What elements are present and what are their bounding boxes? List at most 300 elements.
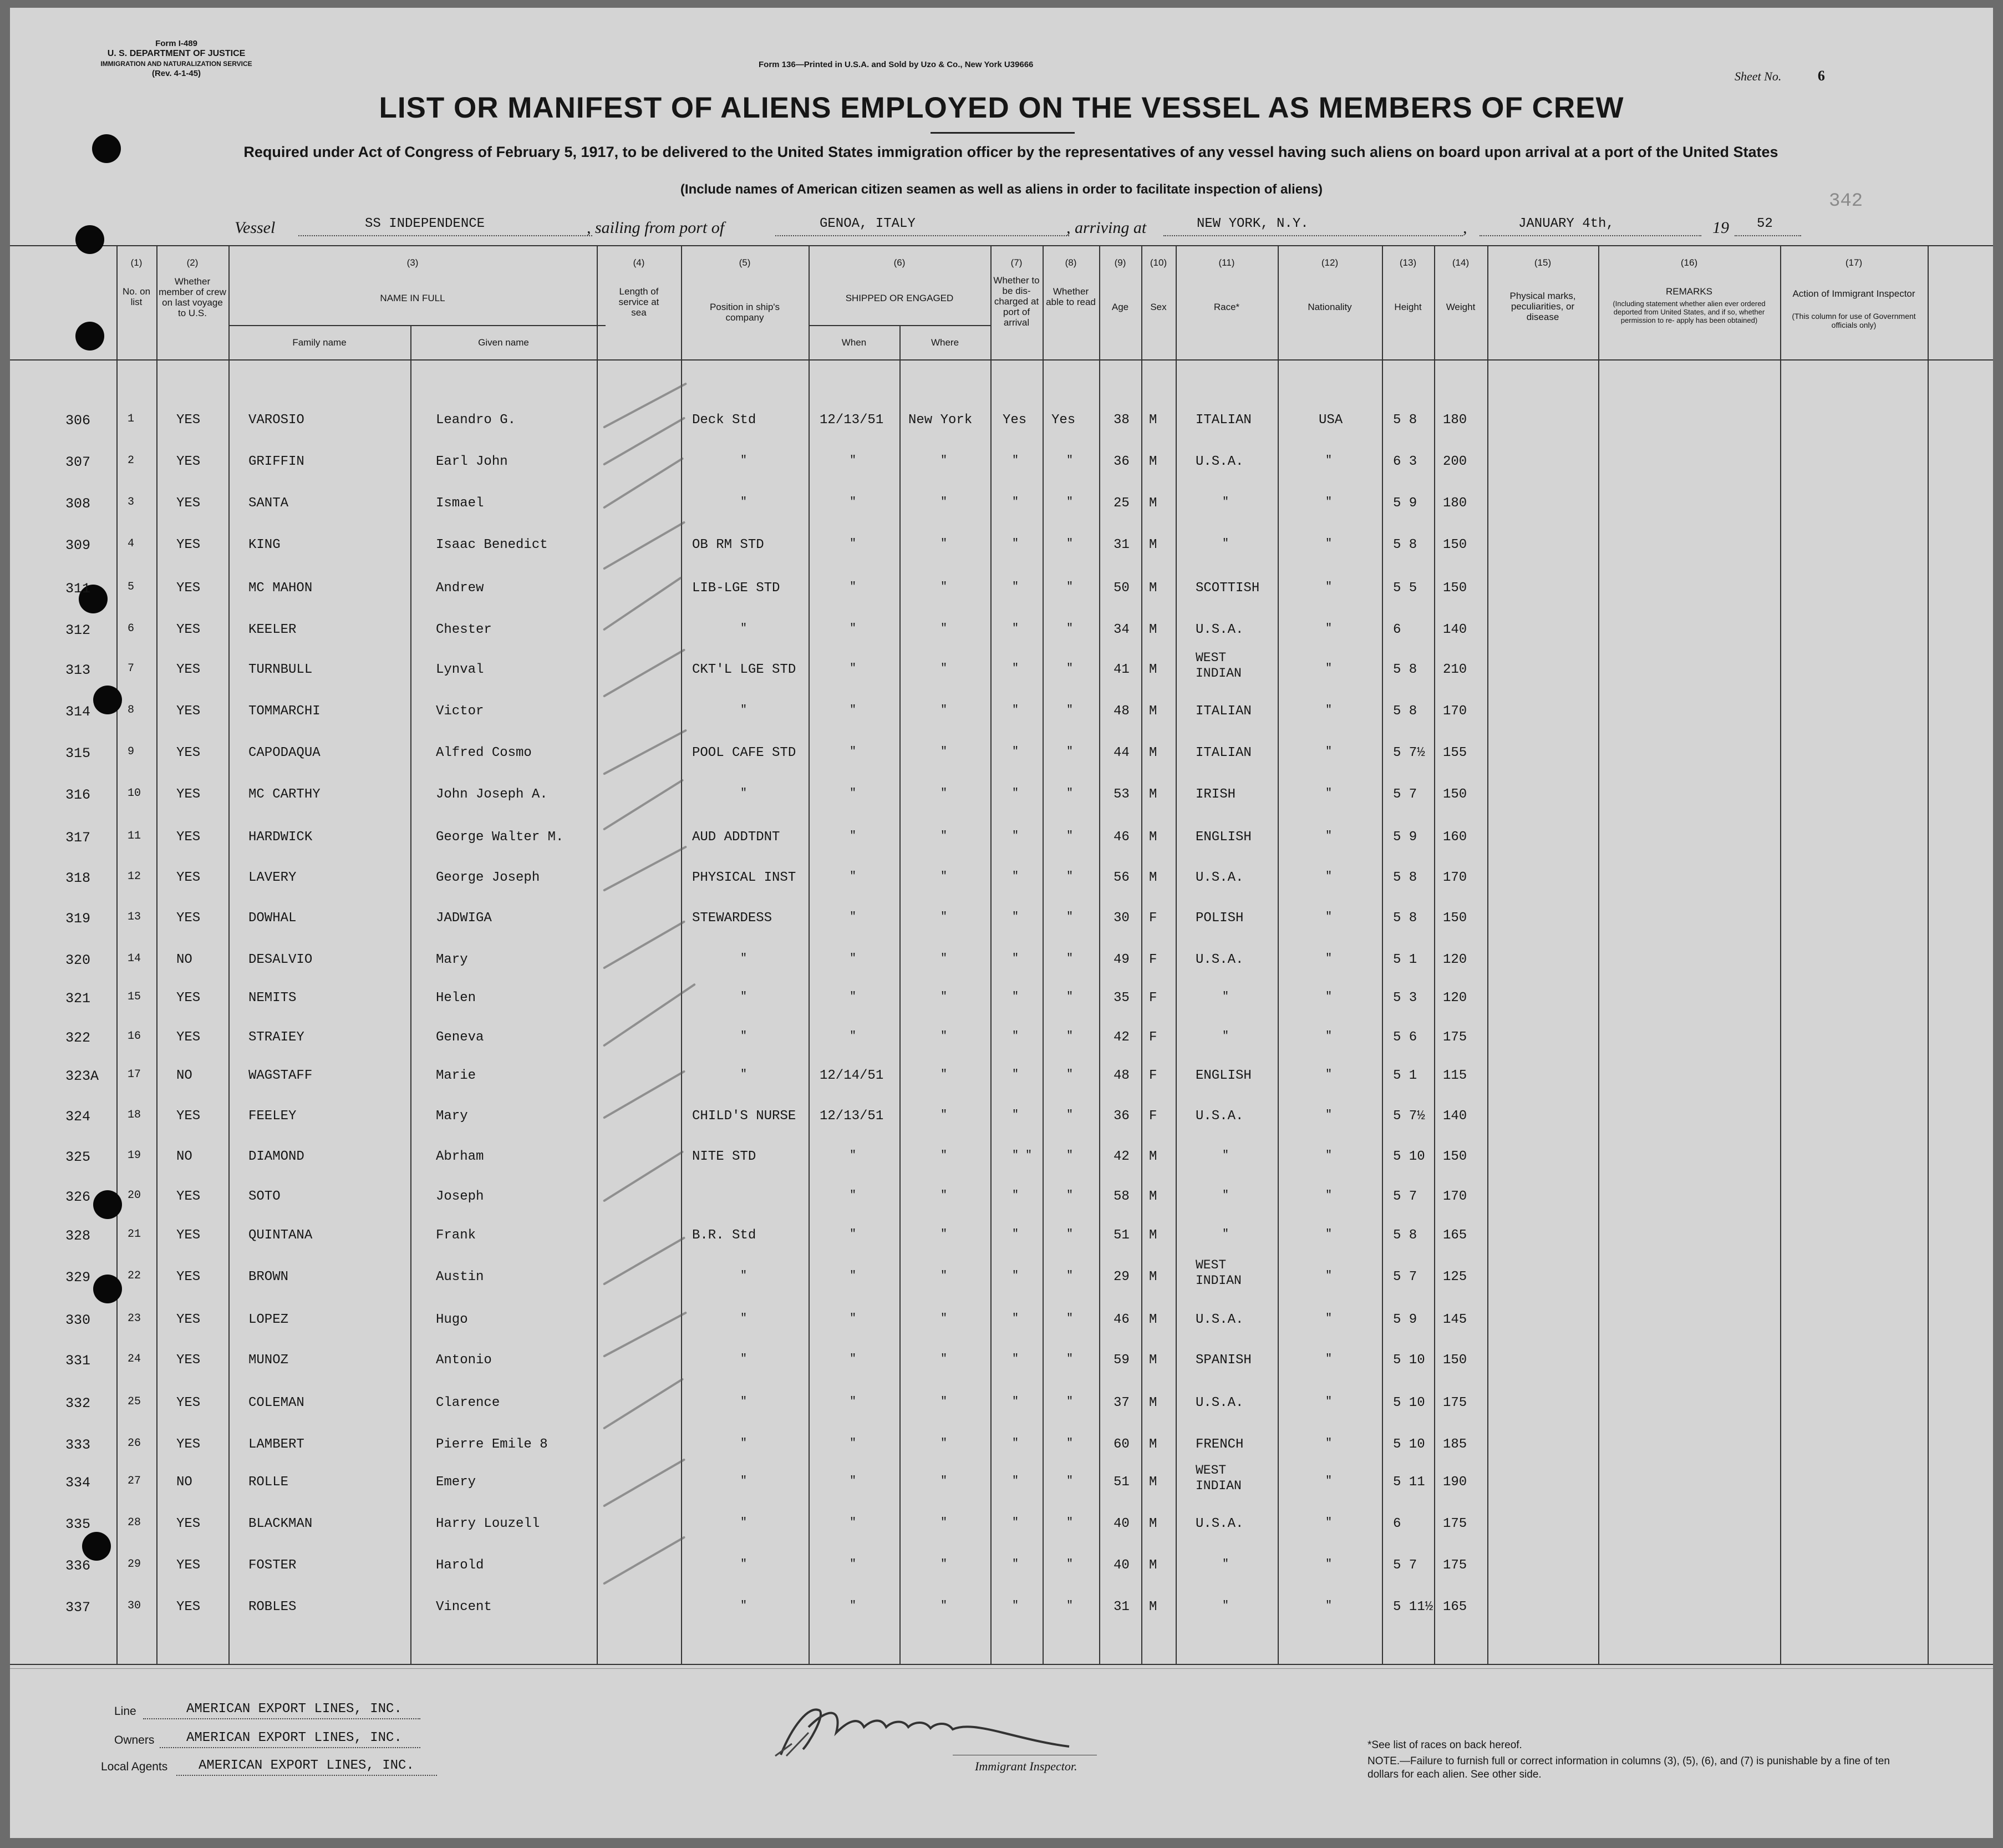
shipped-when: " <box>850 581 857 593</box>
nationality: " <box>1325 1395 1333 1408</box>
sex: M <box>1149 704 1157 719</box>
weight: 160 <box>1443 830 1467 845</box>
height: 6 3 <box>1393 454 1417 469</box>
line-number: 332 <box>65 1395 91 1412</box>
header-race: Race* <box>1213 302 1240 312</box>
weight: 150 <box>1443 787 1467 802</box>
age: 60 <box>1114 1437 1130 1452</box>
sex: M <box>1149 413 1157 428</box>
table-row <box>10 1109 1993 1142</box>
given-name: Pierre Emile 8 <box>436 1437 548 1452</box>
family-name: HARDWICK <box>248 830 313 845</box>
table-row <box>10 1189 1993 1222</box>
table-row <box>10 830 1993 863</box>
weight: 165 <box>1443 1228 1467 1243</box>
shipped-when: " <box>850 745 857 758</box>
shipped-when: " <box>850 952 857 965</box>
weight: 120 <box>1443 952 1467 967</box>
height: 5 10 <box>1393 1149 1425 1164</box>
able-to-read: " <box>1066 1030 1074 1043</box>
line-number: 324 <box>65 1109 91 1125</box>
weight: 175 <box>1443 1395 1467 1410</box>
race: " <box>1222 1030 1229 1043</box>
weight: 180 <box>1443 413 1467 428</box>
sex: M <box>1149 454 1157 469</box>
nationality: " <box>1325 1109 1333 1121</box>
name-subheader-rule <box>228 325 606 326</box>
crew-member-status: YES <box>176 662 201 677</box>
position: " <box>740 1312 748 1325</box>
discharge-flag: " <box>1012 1475 1019 1487</box>
family-name: LAVERY <box>248 870 297 885</box>
sex: M <box>1149 537 1157 552</box>
family-name: SOTO <box>248 1189 281 1204</box>
nationality: " <box>1325 581 1333 593</box>
age: 31 <box>1114 1600 1130 1615</box>
header-length-service: Length of service at sea <box>618 286 659 318</box>
family-name: DIAMOND <box>248 1149 304 1164</box>
nationality: " <box>1325 787 1333 800</box>
position: " <box>740 787 748 800</box>
weight: 140 <box>1443 1109 1467 1124</box>
entry-number: 29 <box>128 1558 141 1571</box>
shipped-when: " <box>850 537 857 550</box>
shipped-where: " <box>941 745 948 758</box>
given-name: Andrew <box>436 581 484 596</box>
sheet-label: Sheet No. <box>1735 69 1782 83</box>
col-number: (8) <box>1065 257 1077 268</box>
header-able-read: Whether able to read <box>1046 286 1096 307</box>
form-revision: (Rev. 4-1-45) <box>151 69 201 78</box>
shipped-when: " <box>850 454 857 467</box>
line-number: 308 <box>65 496 91 512</box>
position: CKT'L LGE STD <box>692 662 796 677</box>
able-to-read: " <box>1066 581 1074 593</box>
table-row <box>10 952 1993 986</box>
race: U.S.A. <box>1196 622 1244 637</box>
position: B.R. Std <box>692 1228 756 1243</box>
given-name: Antonio <box>436 1353 492 1368</box>
shipped-where: " <box>941 1312 948 1325</box>
entry-number: 15 <box>128 991 141 1003</box>
table-row <box>10 1258 1993 1303</box>
height: 5 7 <box>1393 1558 1417 1573</box>
table-row <box>10 581 1993 614</box>
position: " <box>740 1516 748 1529</box>
entry-number: 2 <box>128 454 135 467</box>
able-to-read: " <box>1066 1149 1074 1162</box>
family-name: DOWHAL <box>248 911 297 926</box>
shipped-where: " <box>941 622 948 635</box>
position: Deck Std <box>692 413 756 428</box>
discharge-flag: " <box>1012 454 1019 467</box>
race: " <box>1222 496 1229 509</box>
race: " <box>1222 1228 1229 1241</box>
discharge-flag: " <box>1012 952 1019 965</box>
age: 58 <box>1114 1189 1130 1204</box>
height: 5 5 <box>1393 581 1417 596</box>
crew-member-status: YES <box>176 1312 201 1327</box>
table-row <box>10 911 1993 944</box>
table-row <box>10 787 1993 820</box>
able-to-read: " <box>1066 1312 1074 1325</box>
col-number: (7) <box>1010 257 1023 268</box>
weight: 190 <box>1443 1475 1467 1490</box>
discharge-flag: " <box>1012 704 1019 717</box>
weight: 145 <box>1443 1312 1467 1327</box>
family-name: TURNBULL <box>248 662 313 677</box>
position: OB RM STD <box>692 537 764 552</box>
position: " <box>740 496 748 509</box>
able-to-read: " <box>1066 1270 1074 1282</box>
height: 5 10 <box>1393 1395 1425 1410</box>
crew-member-status: YES <box>176 1437 201 1452</box>
shipped-where: " <box>941 1558 948 1571</box>
crew-member-status: YES <box>176 991 201 1006</box>
footer-agents-label: Local Agents <box>101 1760 168 1773</box>
given-name: Lynval <box>436 662 484 677</box>
table-row <box>10 1030 1993 1063</box>
family-name: MUNOZ <box>248 1353 289 1368</box>
date-value: JANUARY 4th, <box>1518 216 1614 231</box>
age: 25 <box>1114 496 1130 511</box>
table-row <box>10 1516 1993 1550</box>
sex: F <box>1149 911 1157 926</box>
able-to-read: " <box>1066 1516 1074 1529</box>
able-to-read: " <box>1066 1353 1074 1365</box>
header-shipped: SHIPPED OR ENGAGED <box>845 293 954 303</box>
crew-member-status: YES <box>176 787 201 802</box>
department-name: U. S. DEPARTMENT OF JUSTICE <box>107 49 246 58</box>
footer-owners-value: AMERICAN EXPORT LINES, INC. <box>186 1730 402 1745</box>
age: 49 <box>1114 952 1130 967</box>
entry-number: 21 <box>128 1228 141 1241</box>
given-name: Hugo <box>436 1312 468 1327</box>
header-nationality: Nationality <box>1308 302 1352 312</box>
line-number: 328 <box>65 1228 91 1244</box>
given-name: Abrham <box>436 1149 484 1164</box>
line-number: 312 <box>65 622 91 638</box>
given-name: Emery <box>436 1475 476 1490</box>
crew-member-status: YES <box>176 704 201 719</box>
discharge-flag: " <box>1012 1109 1019 1121</box>
table-row <box>10 1558 1993 1591</box>
position: AUD ADDTDNT <box>692 830 780 845</box>
race: WEST INDIAN <box>1196 1463 1242 1493</box>
weight: 150 <box>1443 911 1467 926</box>
family-name: DESALVIO <box>248 952 313 967</box>
shipped-where: " <box>941 454 948 467</box>
shipped-where: " <box>941 1030 948 1043</box>
footer-dots <box>160 1747 420 1748</box>
race: SCOTTISH <box>1196 581 1260 596</box>
subnote: (Include names of American citizen seamen as well as aliens in order to facilitate inspection of aliens) <box>680 182 1323 197</box>
footnote-penalty: NOTE.—Failure to furnish full or correct information in columns (3), (5), (6), and (7) is punishable by a fine of ten dollars for each alien. See other side. <box>1367 1755 1890 1780</box>
shipped-when: " <box>850 1149 857 1162</box>
age: 30 <box>1114 911 1130 926</box>
given-name: JADWIGA <box>436 911 492 926</box>
position: " <box>740 1600 748 1612</box>
nationality: " <box>1325 1353 1333 1365</box>
line-number: 336 <box>65 1558 91 1574</box>
race: SPANISH <box>1196 1353 1252 1368</box>
col-number: (5) <box>739 257 751 268</box>
year-value: 52 <box>1757 216 1773 231</box>
entry-number: 12 <box>128 870 141 883</box>
sex: M <box>1149 1270 1157 1285</box>
age: 51 <box>1114 1228 1130 1243</box>
shipped-when: " <box>850 1600 857 1612</box>
table-row <box>10 622 1993 656</box>
nationality: " <box>1325 1149 1333 1162</box>
family-name: ROLLE <box>248 1475 289 1490</box>
nationality: " <box>1325 1475 1333 1487</box>
height: 5 7½ <box>1393 1109 1425 1124</box>
sex: M <box>1149 1437 1157 1452</box>
sex: M <box>1149 1312 1157 1327</box>
discharge-flag: " <box>1012 991 1019 1003</box>
sex: F <box>1149 1109 1157 1124</box>
shipped-when: " <box>850 870 857 883</box>
crew-member-status: YES <box>176 1189 201 1204</box>
table-row <box>10 1600 1993 1633</box>
position: " <box>740 1475 748 1487</box>
position: NITE STD <box>692 1149 756 1164</box>
shipped-when: " <box>850 1558 857 1571</box>
header-weight: Weight <box>1446 302 1476 312</box>
age: 36 <box>1114 454 1130 469</box>
height: 5 7 <box>1393 1270 1417 1285</box>
family-name: STRAIEY <box>248 1030 304 1045</box>
position: CHILD'S NURSE <box>692 1109 796 1124</box>
shipped-when: " <box>850 1189 857 1202</box>
sex: M <box>1149 1149 1157 1164</box>
header-when: When <box>841 337 867 348</box>
binder-hole <box>75 225 104 254</box>
line-number: 337 <box>65 1600 91 1616</box>
age: 36 <box>1114 1109 1130 1124</box>
position: " <box>740 1068 748 1081</box>
table-row <box>10 1437 1993 1470</box>
weight: 120 <box>1443 991 1467 1006</box>
crew-member-status: YES <box>176 1109 201 1124</box>
line-number: 315 <box>65 745 91 761</box>
height: 5 11½ <box>1393 1600 1433 1615</box>
height: 5 8 <box>1393 704 1417 719</box>
race: ENGLISH <box>1196 1068 1252 1083</box>
discharge-flag: " <box>1012 1558 1019 1571</box>
position: PHYSICAL INST <box>692 870 796 885</box>
race: WEST INDIAN <box>1196 651 1242 681</box>
printer-line: Form 136—Printed in U.S.A. and Sold by Uzo & Co., New York U39666 <box>759 60 1034 69</box>
header-member: Whether member of crew on last voyage to U.S. <box>159 276 226 318</box>
shipped-when: " <box>850 1030 857 1043</box>
given-name: Clarence <box>436 1395 500 1410</box>
race: ITALIAN <box>1196 413 1252 428</box>
line-number: 318 <box>65 870 91 886</box>
discharge-flag: " <box>1012 870 1019 883</box>
line-number: 329 <box>65 1270 91 1286</box>
entry-number: 11 <box>128 830 141 842</box>
table-row <box>10 651 1993 695</box>
table-row <box>10 537 1993 571</box>
line-number: 323A <box>65 1068 99 1084</box>
weight: 140 <box>1443 622 1467 637</box>
weight: 175 <box>1443 1030 1467 1045</box>
crew-member-status: NO <box>176 1149 192 1164</box>
family-name: MC MAHON <box>248 581 313 596</box>
height: 5 7 <box>1393 787 1417 802</box>
family-name: KING <box>248 537 281 552</box>
weight: 170 <box>1443 1189 1467 1204</box>
entry-number: 4 <box>128 537 135 550</box>
family-name: LOPEZ <box>248 1312 289 1327</box>
table-row <box>10 1353 1993 1386</box>
height: 5 3 <box>1393 991 1417 1006</box>
weight: 155 <box>1443 745 1467 760</box>
age: 42 <box>1114 1149 1130 1164</box>
able-to-read: " <box>1066 952 1074 965</box>
age: 42 <box>1114 1030 1130 1045</box>
able-to-read: " <box>1066 537 1074 550</box>
nationality: " <box>1325 1228 1333 1241</box>
crew-member-status: YES <box>176 1030 201 1045</box>
weight: 150 <box>1443 537 1467 552</box>
able-to-read: " <box>1066 830 1074 842</box>
able-to-read: " <box>1066 1395 1074 1408</box>
family-name: MC CARTHY <box>248 787 321 802</box>
age: 59 <box>1114 1353 1130 1368</box>
nationality: " <box>1325 662 1333 675</box>
given-name: George Walter M. <box>436 830 564 845</box>
able-to-read: " <box>1066 1475 1074 1487</box>
able-to-read: Yes <box>1051 413 1076 428</box>
discharge-flag: " <box>1012 1270 1019 1282</box>
able-to-read: " <box>1066 911 1074 923</box>
nationality: " <box>1325 537 1333 550</box>
entry-number: 17 <box>128 1068 141 1081</box>
race: " <box>1222 991 1229 1003</box>
height: 5 10 <box>1393 1353 1425 1368</box>
shipped-where: " <box>941 1228 948 1241</box>
footer-rule <box>10 1668 1993 1669</box>
crew-member-status: YES <box>176 1395 201 1410</box>
shipped-when: " <box>850 830 857 842</box>
header-position: Position in ship's company <box>709 302 780 323</box>
line-number: 333 <box>65 1437 91 1453</box>
header-action: Action of Immigrant Inspector <box>1792 288 1915 299</box>
position: " <box>740 1353 748 1365</box>
crew-member-status: YES <box>176 454 201 469</box>
family-name: BROWN <box>248 1270 289 1285</box>
line-number: 307 <box>65 454 91 470</box>
sex: M <box>1149 1353 1157 1368</box>
arrival-value: NEW YORK, N.Y. <box>1197 216 1309 231</box>
race: U.S.A. <box>1196 1312 1244 1327</box>
line-number: 319 <box>65 911 91 927</box>
sex: M <box>1149 1516 1157 1531</box>
service-name: IMMIGRATION AND NATURALIZATION SERVICE <box>100 60 252 68</box>
race: FRENCH <box>1196 1437 1244 1452</box>
header-name-in-full: NAME IN FULL <box>380 293 445 303</box>
age: 56 <box>1114 870 1130 885</box>
age: 37 <box>1114 1395 1130 1410</box>
nationality: " <box>1325 952 1333 965</box>
discharge-flag: " <box>1012 1516 1019 1529</box>
position: " <box>740 1395 748 1408</box>
able-to-read: " <box>1066 662 1074 675</box>
shipped-where: " <box>941 1516 948 1529</box>
age: 38 <box>1114 413 1130 428</box>
shipped-when: " <box>850 622 857 635</box>
given-name: Vincent <box>436 1600 492 1615</box>
shipped-where: " <box>941 830 948 842</box>
entry-number: 5 <box>128 581 135 593</box>
entry-number: 8 <box>128 704 135 717</box>
height: 5 8 <box>1393 537 1417 552</box>
able-to-read: " <box>1066 1437 1074 1450</box>
entry-number: 16 <box>128 1030 141 1043</box>
sex: M <box>1149 870 1157 885</box>
weight: 180 <box>1443 496 1467 511</box>
entry-number: 3 <box>128 496 135 509</box>
sex: M <box>1149 1558 1157 1573</box>
discharge-flag: " <box>1012 1353 1019 1365</box>
shipped-where: " <box>941 704 948 717</box>
crew-member-status: YES <box>176 830 201 845</box>
able-to-read: " <box>1066 454 1074 467</box>
line-number: 321 <box>65 991 91 1007</box>
col-number: (2) <box>186 257 199 268</box>
weight: 150 <box>1443 1353 1467 1368</box>
race: ENGLISH <box>1196 830 1252 845</box>
entry-number: 6 <box>128 622 135 635</box>
shipped-where: " <box>941 1109 948 1121</box>
line-number: 330 <box>65 1312 91 1328</box>
able-to-read: " <box>1066 1228 1074 1241</box>
able-to-read: " <box>1066 622 1074 635</box>
col-number: (14) <box>1452 257 1470 268</box>
position: LIB-LGE STD <box>692 581 780 596</box>
binder-hole <box>75 322 104 351</box>
line-number: 334 <box>65 1475 91 1491</box>
sex: M <box>1149 496 1157 511</box>
position: " <box>740 1437 748 1450</box>
sex: M <box>1149 1475 1157 1490</box>
sex: M <box>1149 581 1157 596</box>
header-discharged: Whether to be dis- charged at port of arrival <box>993 275 1040 328</box>
discharge-flag: " <box>1012 662 1019 675</box>
table-row <box>10 496 1993 529</box>
weight: 115 <box>1443 1068 1467 1083</box>
comma: , <box>1463 219 1467 237</box>
height: 5 11 <box>1393 1475 1425 1490</box>
line-number: 331 <box>65 1353 91 1369</box>
col-number: (6) <box>893 257 906 268</box>
weight: 170 <box>1443 870 1467 885</box>
sex: M <box>1149 787 1157 802</box>
age: 48 <box>1114 704 1130 719</box>
entry-number: 9 <box>128 745 135 758</box>
nationality: " <box>1325 991 1333 1003</box>
family-name: WAGSTAFF <box>248 1068 313 1083</box>
entry-number: 26 <box>128 1437 141 1450</box>
shipped-where: " <box>941 581 948 593</box>
entry-number: 30 <box>128 1600 141 1612</box>
given-name: Ismael <box>436 496 484 511</box>
shipped-when: " <box>850 991 857 1003</box>
weight: 175 <box>1443 1558 1467 1573</box>
